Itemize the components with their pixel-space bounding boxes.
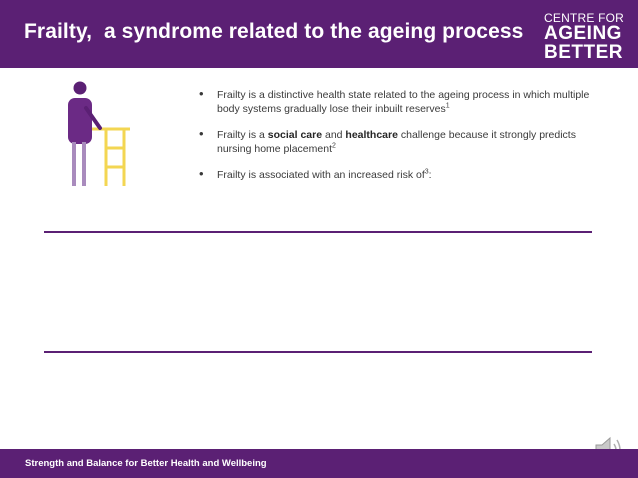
reference-superscript: 1 [445,102,450,110]
bullet-dot-icon: • [199,126,204,141]
logo-line-3: BETTER [544,42,623,63]
bullet-bold-social-care: social care [267,129,323,141]
bullet-list [197,88,602,194]
bullet-text-mid: and [322,129,346,141]
bullet-item [197,168,602,182]
reference-superscript: 3 [424,168,429,176]
divider-bottom [44,351,592,353]
header-bar [0,0,638,68]
bullet-text-pre: Frailty is a [217,129,268,141]
slide-title: Frailty, a syndrome related to the ageing process [24,20,524,43]
bullet-bold-healthcare: healthcare [345,129,398,141]
reference-superscript: 2 [331,142,336,150]
centre-for-ageing-better-logo [544,12,630,62]
bullet-text: Frailty is a distinctive health state related to the ageing process in which multiple body systems gradually lose their inbuilt reserves [217,89,590,115]
bullet-text-post: challenge because it strongly predicts nursing home placement [217,129,576,155]
bullet-item [197,88,602,116]
logo-line-1: CENTRE FOR [544,11,624,25]
footer-bar [0,449,638,478]
bullet-dot-icon: • [199,86,204,101]
bullet-text-colon: : [428,169,432,181]
bullet-item [197,128,602,156]
person-head [74,82,87,95]
person-leg-right [82,142,86,186]
person-body [68,98,92,144]
bullet-dot-icon: • [199,166,204,181]
person-with-walking-frame-illustration [60,78,140,190]
logo-line-2: AGEING [544,23,622,44]
walking-frame [88,129,130,186]
person-leg-left [72,142,76,186]
footer-text: Strength and Balance for Better Health and Wellbeing [25,458,267,469]
divider-top [44,231,592,233]
bullet-text: Frailty is associated with an increased risk of [217,169,425,181]
